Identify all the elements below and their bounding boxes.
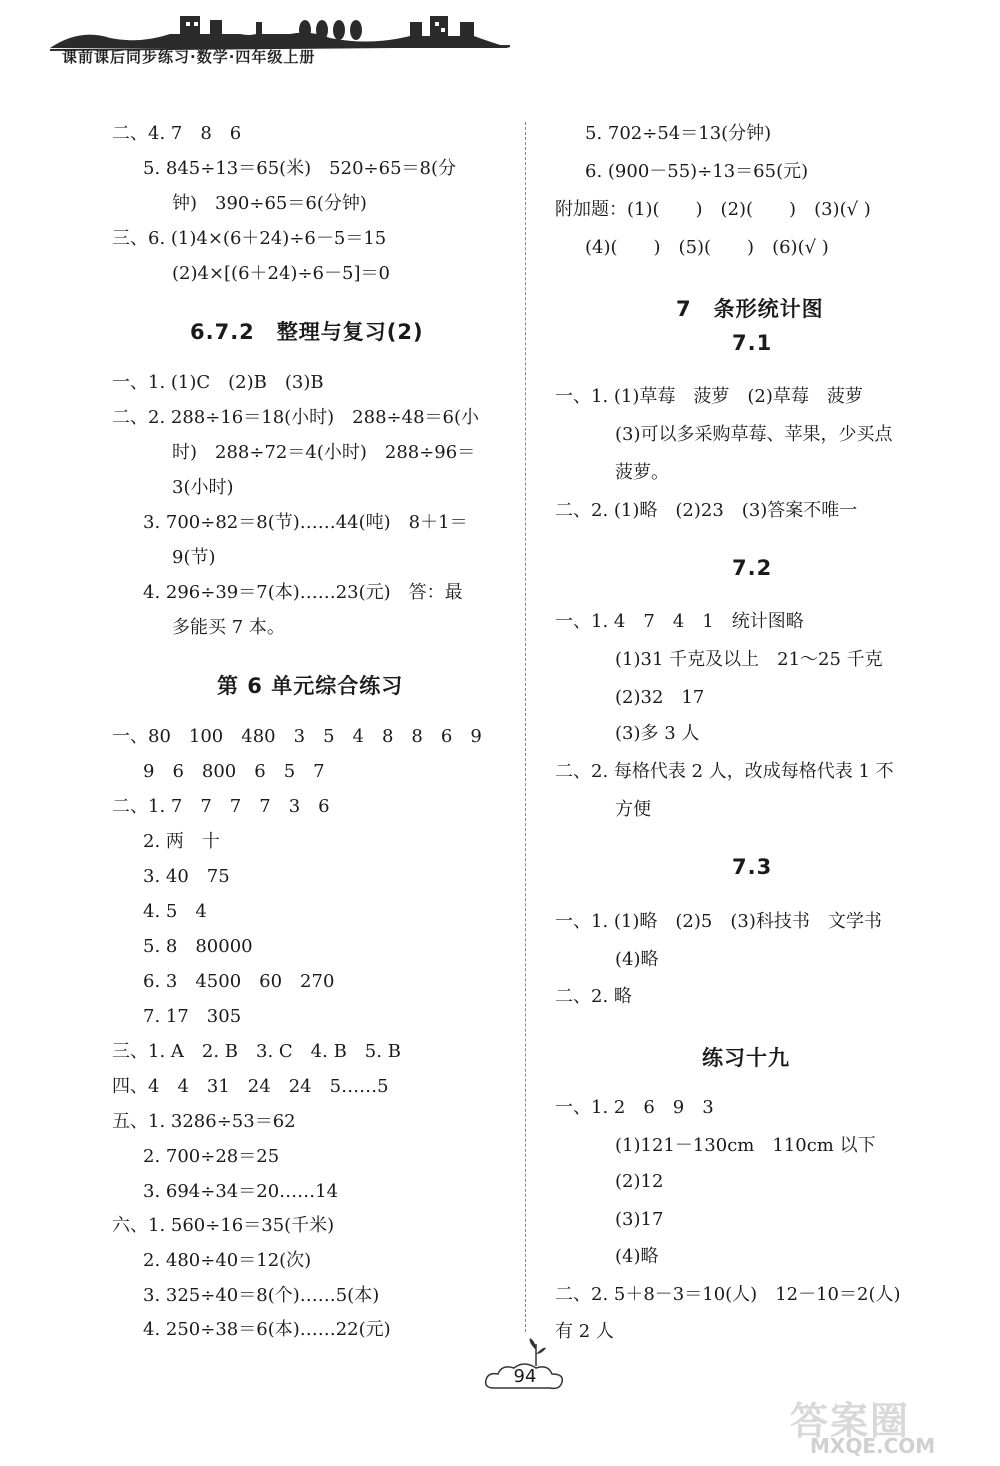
answer-line: 3. 325÷40＝8(个)……5(本): [143, 1285, 380, 1306]
answer-line: 二、2. 略: [555, 986, 632, 1007]
answer-line: 6. (900－55)÷13＝65(元): [585, 161, 809, 182]
answer-line: 4. 296÷39＝7(本)……23(元) 答：最: [143, 582, 463, 603]
page-number-badge: [480, 1336, 570, 1396]
answer-line: 5. 702÷54＝13(分钟): [585, 123, 772, 144]
answer-line: 9(节): [172, 547, 216, 568]
answer-line: 一、1. 2 6 9 3: [555, 1097, 714, 1118]
answer-line: 钟) 390÷65＝6(分钟): [172, 193, 367, 214]
answer-line: 六、1. 560÷16＝35(千米): [112, 1215, 335, 1236]
answer-line: 3. 40 75: [143, 866, 230, 887]
section-heading: 7 条形统计图: [676, 297, 824, 321]
answer-line: 一、80 100 480 3 5 4 8 8 6 9: [112, 726, 482, 747]
answer-line: 2. 700÷28＝25: [143, 1146, 280, 1167]
answer-line: 一、1. (1)草莓 菠萝 (2)草莓 菠萝: [555, 386, 863, 407]
answer-line: 6. 3 4500 60 270: [143, 971, 335, 992]
answer-line: 二、4. 7 8 6: [112, 123, 242, 144]
section-heading: 7.3: [732, 855, 773, 879]
answer-line: 4. 5 4: [143, 901, 207, 922]
answer-line: 3(小时): [172, 477, 234, 498]
answer-line: 四、4 4 31 24 24 5……5: [112, 1076, 389, 1097]
answer-line: 二、2. 每格代表 2 人，改成每格代表 1 不: [555, 761, 894, 782]
answer-line: 一、1. 4 7 4 1 统计图略: [555, 611, 804, 632]
section-heading: 练习十九: [702, 1046, 790, 1070]
section-heading: 第 6 单元综合练习: [217, 674, 404, 698]
answer-line: 2. 480÷40＝12(次): [143, 1250, 312, 1271]
answer-line: 5. 8 80000: [143, 936, 253, 957]
answer-line: 方便: [615, 799, 651, 820]
answer-line: 二、1. 7 7 7 7 3 6: [112, 796, 330, 817]
answer-line: (1)121－130cm 110cm 以下: [615, 1135, 876, 1156]
answer-line: 多能买 7 本。: [172, 617, 285, 638]
column-divider: [525, 122, 526, 1332]
answer-line: 2. 两 十: [143, 831, 220, 852]
section-heading: 6.7.2 整理与复习(2): [190, 320, 424, 344]
answer-line: (4)略: [615, 1246, 659, 1267]
answer-line: 二、2. (1)略 (2)23 (3)答案不唯一: [555, 500, 858, 521]
answer-line: 3. 700÷82＝8(节)……44(吨) 8＋1＝: [143, 512, 468, 533]
answer-line: 3. 694÷34＝20……14: [143, 1181, 339, 1202]
answer-line: 五、1. 3286÷53＝62: [112, 1111, 296, 1132]
page-number: 94: [513, 1366, 537, 1387]
answer-line: 7. 17 305: [143, 1006, 242, 1027]
answer-line: 一、1. (1)C (2)B (3)B: [112, 372, 324, 393]
answer-line: (4)略: [615, 949, 659, 970]
answer-line: (4)( ) (5)( ) (6)(√ ): [585, 237, 829, 258]
answer-line: 菠萝。: [615, 462, 669, 483]
answer-line: 二、2. 5＋8－3＝10(人) 12－10＝2(人): [555, 1284, 901, 1305]
section-heading: 7.1: [732, 331, 773, 355]
answer-line: (2)4×[(6＋24)÷6－5]＝0: [172, 263, 390, 284]
watermark-url: MXQE.COM: [810, 1434, 936, 1458]
answer-line: (2)12: [615, 1171, 664, 1192]
answer-line: 9 6 800 6 5 7: [143, 761, 325, 782]
answer-line: 5. 845÷13＝65(米) 520÷65＝8(分: [143, 158, 457, 179]
answer-line: 一、1. (1)略 (2)5 (3)科技书 文学书: [555, 911, 882, 932]
answer-line: 三、6. (1)4×(6＋24)÷6－5＝15: [112, 228, 387, 249]
answer-line: (3)17: [615, 1209, 664, 1230]
watermark: [790, 1390, 980, 1460]
answer-line: (2)32 17: [615, 687, 705, 708]
answer-line: (3)多 3 人: [615, 723, 700, 744]
answer-line: 二、2. 288÷16＝18(小时) 288÷48＝6(小: [112, 407, 480, 428]
answer-line: 三、1. A 2. B 3. C 4. B 5. B: [112, 1041, 401, 1062]
answer-line: 4. 250÷38＝6(本)……22(元): [143, 1319, 391, 1340]
page-header: [0, 0, 1000, 80]
answer-line: 有 2 人: [555, 1321, 614, 1342]
section-heading: 7.2: [732, 556, 773, 580]
answer-line: (3)可以多采购草莓、苹果，少买点: [615, 424, 893, 445]
book-title: 课前课后同步练习·数学·四年级上册: [62, 48, 316, 66]
answer-line: 时) 288÷72＝4(小时) 288÷96＝: [172, 442, 476, 463]
watermark-text: 答案圈: [790, 1399, 911, 1443]
answer-line: 附加题：(1)( ) (2)( ) (3)(√ ): [555, 199, 871, 220]
answer-line: (1)31 千克及以上 21～25 千克: [615, 649, 883, 670]
